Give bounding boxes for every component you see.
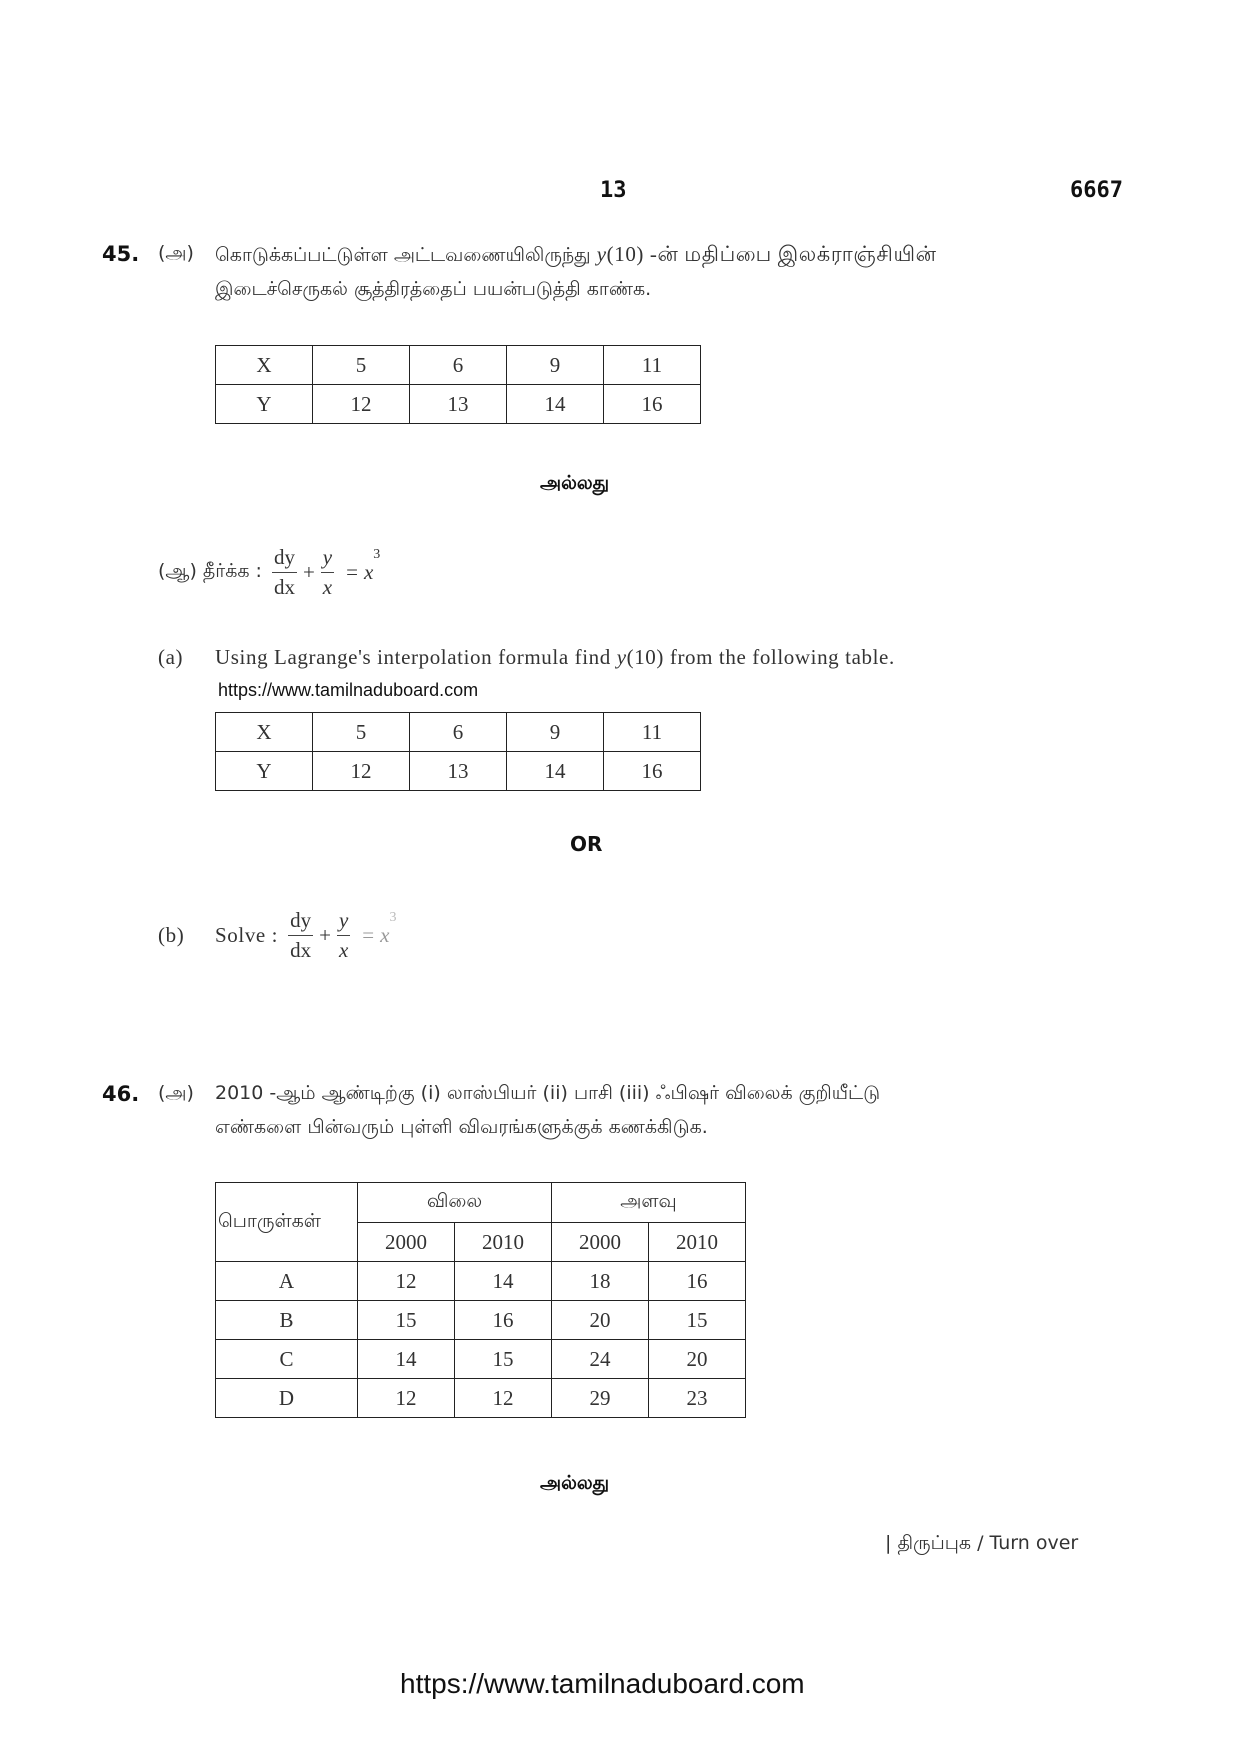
table-cell: 9 [507,346,604,385]
paper-code: 6667 [1070,178,1123,203]
table-cell: 24 [552,1340,649,1379]
fraction-numerator: y [321,545,334,573]
fraction-denominator: x [338,938,349,962]
table-header-price: விலை [358,1183,552,1223]
q46-tamil-line1: 2010 -ஆம் ஆண்டிற்கு (i) லாஸ்பியர் (ii) பாசி (iii) ஃபிஷர் விலைக் குறியீட்டு [215,1082,881,1104]
q46-tamil-line2: எண்களை பின்வரும் புள்ளி விவரங்களுக்குக் கணக்கிடுக. [215,1116,708,1138]
equals-sign: = [362,923,375,947]
table-cell: 16 [604,385,701,424]
table-cell: 9 [507,713,604,752]
page-number: 13 [600,178,627,203]
table-cell: B [216,1301,358,1340]
table-row [216,1340,746,1379]
q45-tamil-table [215,345,701,424]
q45-english-a-post: (10) from the following table. [626,645,895,669]
fraction-numerator: dy [272,545,297,573]
table-cell: X [216,713,313,752]
table-cell: 13 [410,752,507,791]
q45-english-label-a: (a) [158,645,184,669]
table-cell: 5 [313,713,410,752]
table-cell: X [216,346,313,385]
table-cell: 18 [552,1262,649,1301]
plus-sign: + [302,560,315,584]
q45-english-b-equation [158,908,396,963]
table-cell: 12 [358,1379,455,1418]
table-cell: 16 [455,1301,552,1340]
fraction-dy-dx [272,545,297,600]
q45-or-tamil: அல்லது [540,472,610,494]
table-header-year: 2010 [455,1223,552,1262]
table-cell: 12 [358,1262,455,1301]
table-cell: 23 [649,1379,746,1418]
exponent: 3 [389,910,397,925]
table-row [216,752,701,791]
table-cell: Y [216,385,313,424]
table-row [216,346,701,385]
table-cell: 16 [649,1262,746,1301]
table-header-year: 2010 [649,1223,746,1262]
table-cell: 20 [552,1301,649,1340]
q45-english-label-b: (b) [158,923,185,947]
table-cell: 14 [358,1340,455,1379]
table-row [216,1183,746,1223]
q45-english-a-text [215,645,895,670]
q46-or-tamil: அல்லது [540,1472,610,1494]
fraction-y-x [337,908,350,963]
q46-index-table [215,1182,746,1418]
table-cell: 29 [552,1379,649,1418]
fraction-denominator: x [322,575,333,599]
table-cell: C [216,1340,358,1379]
table-cell: 12 [455,1379,552,1418]
equals-sign: = [346,560,358,584]
q45-english-table [215,712,701,791]
table-row [216,1301,746,1340]
table-header-quantity: அளவு [552,1183,746,1223]
watermark-url[interactable]: https://www.tamilnaduboard.com [218,680,479,700]
table-cell: 6 [410,346,507,385]
table-cell: A [216,1262,358,1301]
fraction-dy-dx [288,908,313,963]
fraction-y-x [321,545,334,600]
q45-or-english: OR [570,832,603,856]
table-cell: 11 [604,713,701,752]
q45-tamil-b-label: (ஆ) தீர்க்க : [158,560,262,582]
q45-tamil-b-equation [158,545,380,600]
q45-english-b-text: Solve : [215,923,279,947]
table-cell: 20 [649,1340,746,1379]
table-cell: D [216,1379,358,1418]
q45-tamil-line1 [215,242,937,269]
table-cell: 14 [507,752,604,791]
q45-tamil-line1-post: (10) -ன் மதிப்பை இலக்ராஞ்சியின் [606,242,937,266]
q45-english-a-pre: Using Lagrange's interpolation formula find [215,645,617,669]
table-cell: 12 [313,385,410,424]
table-cell: 15 [649,1301,746,1340]
fraction-denominator: dx [273,575,295,599]
table-row [216,385,701,424]
question-46-number: 46. [102,1082,140,1106]
rhs-variable: x [363,560,374,584]
table-row [216,713,701,752]
table-header-year: 2000 [358,1223,455,1262]
table-cell: 13 [410,385,507,424]
exponent: 3 [373,547,381,562]
turn-over-label: | திருப்புக / Turn over [885,1532,1079,1554]
table-header-year: 2000 [552,1223,649,1262]
table-cell: 6 [410,713,507,752]
q45-tamil-label-a: (அ) [158,242,194,264]
table-cell: 15 [455,1340,552,1379]
fraction-numerator: y [337,908,350,936]
table-row [216,1379,746,1418]
table-cell: 16 [604,752,701,791]
table-cell: Y [216,752,313,791]
q45-tamil-var: y [596,242,607,266]
table-cell: 11 [604,346,701,385]
table-cell: 12 [313,752,410,791]
q46-tamil-label-a: (அ) [158,1082,194,1104]
q45-english-var: y [616,645,627,669]
rhs-variable: x [380,923,390,947]
fraction-denominator: dx [290,938,312,962]
footer-url[interactable]: https://www.tamilnaduboard.com [400,1668,805,1699]
table-cell: 14 [507,385,604,424]
table-cell: 5 [313,346,410,385]
table-cell: 14 [455,1262,552,1301]
fraction-numerator: dy [288,908,313,936]
q45-tamil-line1-pre: கொடுக்கப்பட்டுள்ள அட்டவணையிலிருந்து [215,244,597,266]
table-header-items: பொருள்கள் [216,1183,358,1262]
plus-sign: + [319,923,331,947]
table-cell: 15 [358,1301,455,1340]
table-row [216,1262,746,1301]
q45-tamil-line2: இடைச்செருகல் சூத்திரத்தைப் பயன்படுத்தி காண்க. [215,278,652,300]
question-45-number: 45. [102,242,140,266]
